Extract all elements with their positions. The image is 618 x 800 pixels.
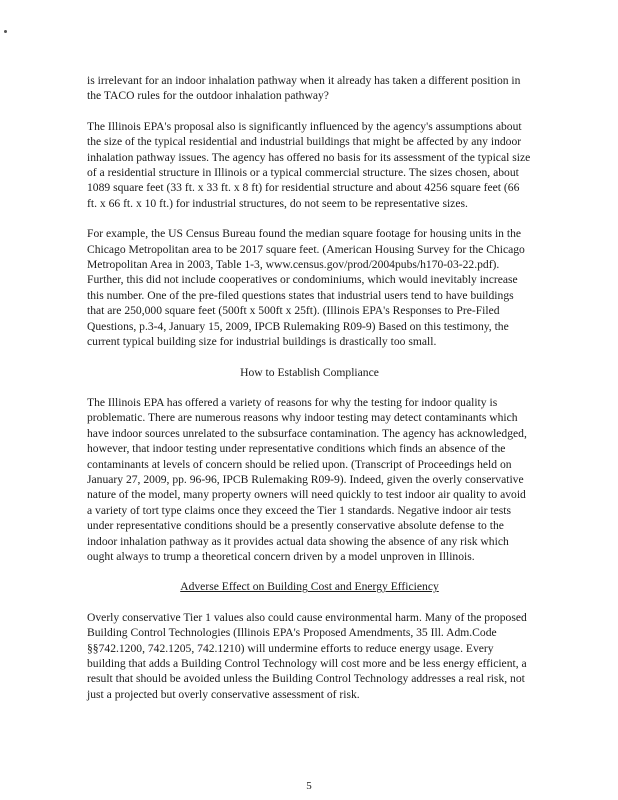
heading-establish-compliance: How to Establish Compliance: [240, 365, 379, 379]
paragraph-indoor-testing: The Illinois EPA has offered a variety of reasons for why the testing for indoor quality is problematic. There are numerous reasons why indoor testing may detect contaminants which have indoor sources unrelated to the subsurface contamination. The agency has acknowledged, however, that indoor testing under representative conditions which finds an absence of the contaminants at levels of concern should be relied upon. (Transcript of Proceedings held on January 27, 2009, pp. 96-96, IPCB Rulemaking R09-9). Indeed, given the overly conservative nature of the model, many property owners will need quickly to test indoor air quality to avoid a variety of tort type claims once they exceed the Tier 1 standards. Negative indoor air tests under representative conditions should be a presently conservative absolute defense to the indoor inhalation pathway as it provides actual data showing the absence of any risk which ought always to trump a theoretical concern driven by a model unproven in Illinois.: [87, 395, 527, 563]
paragraph-building-size-assumptions: The Illinois EPA's proposal also is significantly influenced by the agency's assumptions about the size of the typical residential and industrial buildings that might be affected by any indoor inhalation pathway issues. The agency has offered no basis for its assessment of the typical size of a residential structure in Illinois or a typical commercial structure. The sizes chosen, about 1089 square feet (33 ft. x 33 ft. x 8 ft) for residential structure and about 4256 square feet (66 ft. x 66 ft. x 10 ft.) for industrial structures, do not seem to be representative sizes.: [87, 119, 531, 210]
paragraph-energy-efficiency: Overly conservative Tier 1 values also could cause environmental harm. Many of the proposed Building Control Technologies (Illinois EPA's Proposed Amendments, 35 Ill. Adm.Code §§742.1200, 742.1205, 742.1210) will undermine efforts to reduce energy usage. Every building that adds a Building Control Technology will cost more and be less energy efficient, a result that should be avoided unless the Building Control Technology addresses a real risk, not just a projected but overly conservative assessment of risk.: [87, 610, 527, 701]
page-number: 5: [306, 780, 312, 792]
paragraph-census-example: For example, the US Census Bureau found the median square footage for housing units in the Chicago Metropolitan area to be 2017 square feet. (American Housing Survey for the Chicago Metropolitan Area in 2003, Table 1-3, www.census.gov/prod/2004pubs/h170-03-22.pdf). Further, this did not include cooperatives or condominiums, which would inevitably increase this number. One of the pre-filed questions states that industrial users tend to have buildings that are 250,000 square feet (500ft x 500ft x 25ft). (Illinois EPA's Responses to Pre-Filed Questions, p.3-4, January 15, 2009, IPCB Rulemaking R09-9) Based on this testimony, the current typical building size for industrial buildings is drastically too small.: [87, 227, 525, 349]
heading-adverse-effect: [87, 579, 532, 594]
scan-speck: [4, 30, 7, 33]
heading-adverse-effect-text: Adverse Effect on Building Cost and Energy Efficiency: [180, 580, 439, 594]
paragraph-continuation: is irrelevant for an indoor inhalation pathway when it already has taken a different position in the TACO rules for the outdoor inhalation pathway?: [87, 74, 521, 103]
body-text: [87, 73, 532, 717]
